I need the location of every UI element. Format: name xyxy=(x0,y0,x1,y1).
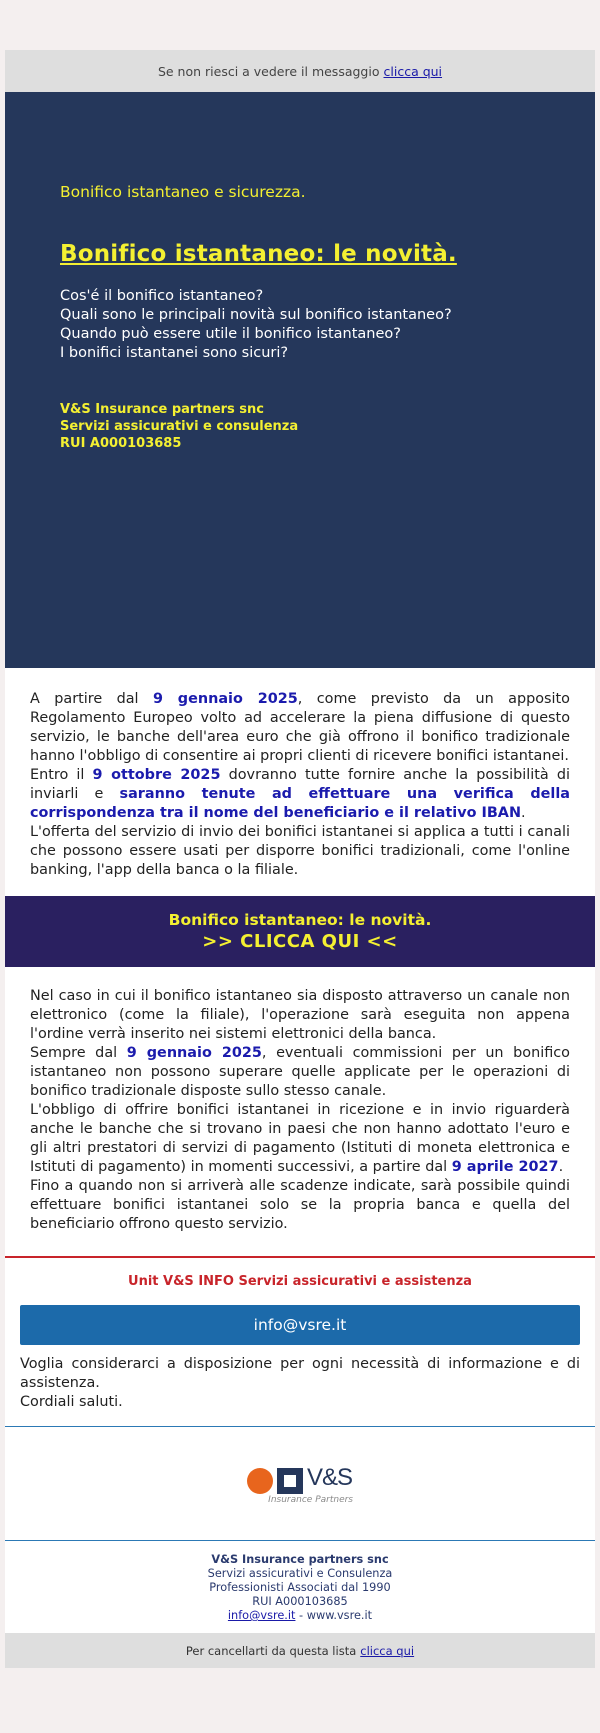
text-run: , eventuali commissioni per un bonifico istantaneo non possono superare quelle applicate per le operazioni di bonifico tradizionale disposte sullo stesso canale. xyxy=(30,1045,570,1099)
signature-company: V&S Insurance partners snc xyxy=(211,1553,389,1566)
hero-question: Quando può essere utile il bonifico istantaneo? xyxy=(60,326,401,342)
info-title: Unit V&S INFO Servizi assicurativi e assistenza xyxy=(128,1274,472,1289)
text-run: . xyxy=(558,1159,564,1175)
hero-title: Bonifico istantaneo: le novità. xyxy=(60,241,457,267)
details-section xyxy=(5,967,595,1256)
hero-question: Cos'é il bonifico istantaneo? xyxy=(60,288,264,304)
signature-website: - www.vsre.it xyxy=(295,1609,373,1622)
text-run: . xyxy=(521,805,526,821)
logo-orange-dot-icon xyxy=(247,1468,273,1494)
hero-banner xyxy=(5,92,595,668)
company-tagline: Servizi assicurativi e consulenza xyxy=(60,419,299,434)
text-run: Entro il xyxy=(30,767,93,783)
cta-click-here[interactable]: >> CLICCA QUI << xyxy=(202,931,398,952)
date-highlight: 9 gennaio 2025 xyxy=(152,691,298,707)
signature-line: Professionisti Associati dal 1990 xyxy=(209,1581,391,1594)
logo-wordmark: V&S xyxy=(307,1463,353,1491)
signature-line: RUI A000103685 xyxy=(252,1595,348,1608)
unsubscribe-link[interactable]: clicca qui xyxy=(360,1643,415,1658)
view-online-bar xyxy=(5,50,595,92)
view-online-text: Se non riesci a vedere il messaggio xyxy=(157,63,380,79)
intro-section xyxy=(5,668,595,896)
email-container xyxy=(5,50,595,1668)
text-run: Sempre dal xyxy=(30,1045,127,1061)
intro-paragraph xyxy=(30,690,570,766)
availability-note: Voglia considerarci a disposizione per ogni necessità di informazione e di assistenza. xyxy=(20,1356,580,1391)
date-highlight: 9 gennaio 2025 xyxy=(126,1045,262,1061)
hero-question: I bonifici istantanei sono sicuri? xyxy=(60,345,289,361)
availability-paragraph: Fino a quando non si arriverà alle scadenze indicate, sarà possibile quindi effettuare bonifici istantanei solo se la propria banca e quella del beneficiario offrono questo servizio. xyxy=(30,1178,570,1232)
cta-band[interactable] xyxy=(5,896,595,967)
fees-paragraph xyxy=(30,1044,570,1101)
closing-greeting: Cordiali saluti. xyxy=(20,1394,123,1410)
hero-company-block xyxy=(60,401,540,452)
date-highlight: 9 aprile 2027 xyxy=(451,1159,559,1175)
signature-block xyxy=(5,1540,595,1633)
info-section xyxy=(5,1256,595,1426)
hero-kicker: Bonifico istantaneo e sicurezza. xyxy=(60,183,306,201)
hero-question: Quali sono le principali novità sul bonifico istantaneo? xyxy=(60,307,452,323)
signature-line: Servizi assicurativi e Consulenza xyxy=(207,1567,393,1580)
signature-contacts xyxy=(5,1609,595,1623)
logo-section xyxy=(5,1426,595,1540)
signature-email-link[interactable]: info@vsre.it xyxy=(227,1609,296,1622)
text-run: A partire dal xyxy=(30,691,153,707)
iban-check-highlight: saranno tenute ad effettuare una verifica della corrispondenza tra il nome del beneficiario e il relativo IBAN xyxy=(30,786,570,821)
date-highlight: 9 ottobre 2025 xyxy=(92,767,221,783)
cta-title[interactable]: Bonifico istantaneo: le novità. xyxy=(168,911,432,929)
logo-square-icon xyxy=(277,1468,303,1494)
text-run: , come previsto da un apposito Regolamento Europeo volto ad accelerare la piena diffusione di questo servizio, le banche dell'area euro che già offrono il bonifico tradizionale hanno l'obbligo di consentire ai propri clienti di ricevere bonifici istantanei. xyxy=(30,691,570,764)
non-euro-paragraph xyxy=(30,1101,570,1177)
channels-paragraph: L'offerta del servizio di invio dei bonifici istantanei si applica a tutti i canali che possono essere usati per disporre bonifici tradizionali, come l'online banking, l'app della banca o la filiale. xyxy=(30,824,570,878)
vs-logo xyxy=(247,1464,353,1504)
email-button[interactable]: info@vsre.it xyxy=(20,1305,580,1345)
company-rui: RUI A000103685 xyxy=(60,436,182,451)
text-run: L'obbligo di offrire bonifici istantanei in ricezione e in invio riguarderà anche le banche che si trovano in paesi che non hanno adottato l'euro e gli altri prestatori di servizi di pagamento (Istituti di moneta elettronica e Istituti di pagamento) in momenti successivi, a partire dal xyxy=(30,1102,570,1175)
view-online-link[interactable]: clicca qui xyxy=(383,63,443,79)
company-name: V&S Insurance partners snc xyxy=(60,402,265,417)
text-run: dovranno tutte fornire anche la possibilità di inviarli e xyxy=(30,767,571,802)
unsubscribe-text: Per cancellarti da questa lista xyxy=(185,1643,357,1658)
unsubscribe-bar xyxy=(5,1633,595,1668)
logo-subtitle: Insurance Partners xyxy=(268,1494,353,1505)
non-electronic-paragraph: Nel caso in cui il bonifico istantaneo sia disposto attraverso un canale non elettronico (come la filiale), l'operazione sarà eseguita non appena l'ordine verrà inserito nei sistemi elettronici della banca. xyxy=(30,988,570,1042)
deadline-paragraph xyxy=(30,766,570,823)
